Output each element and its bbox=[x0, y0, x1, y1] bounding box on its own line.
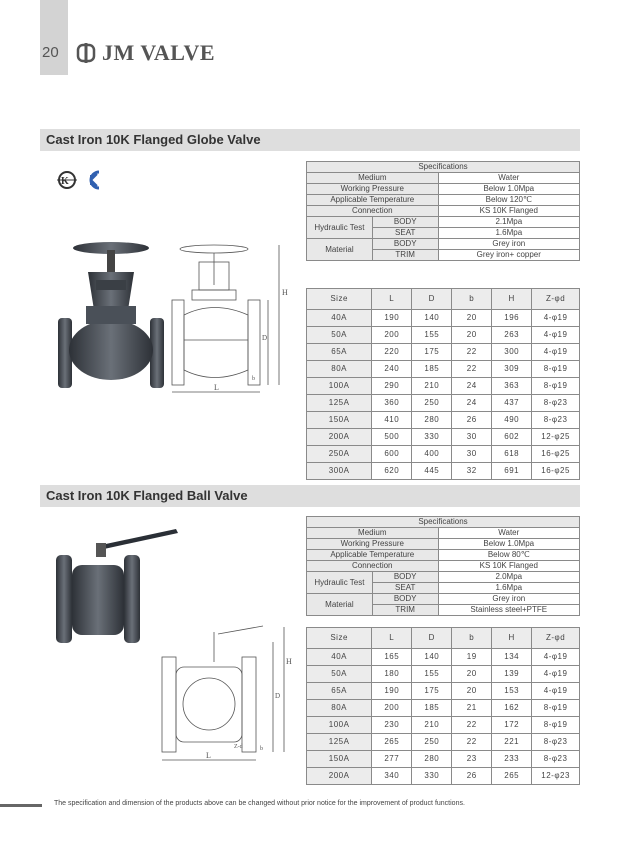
table-cell: 185 bbox=[412, 700, 452, 717]
size-cell: 40A bbox=[307, 310, 372, 327]
table-row bbox=[307, 429, 580, 446]
size-cell: 125A bbox=[307, 395, 372, 412]
table-cell: 490 bbox=[492, 412, 532, 429]
size-cell: 125A bbox=[307, 734, 372, 751]
table-cell: 265 bbox=[372, 734, 412, 751]
table-cell: 280 bbox=[412, 412, 452, 429]
table-cell: 20 bbox=[452, 683, 492, 700]
table-cell: 139 bbox=[492, 666, 532, 683]
spec-label: Connection bbox=[307, 561, 439, 572]
table-cell: 445 bbox=[412, 463, 452, 480]
table-cell: 134 bbox=[492, 649, 532, 666]
spec-value: Stainless steel+PTFE bbox=[438, 605, 579, 616]
valve-logo-icon bbox=[76, 43, 96, 63]
table-row bbox=[307, 700, 580, 717]
ball-section-header bbox=[40, 485, 580, 507]
table-cell: 8-φ19 bbox=[532, 361, 580, 378]
kc-certification-icon bbox=[86, 170, 102, 195]
table-row bbox=[307, 463, 580, 480]
size-cell: 65A bbox=[307, 683, 372, 700]
globe-dimension-table bbox=[306, 288, 580, 480]
globe-drawing-label-D: D bbox=[262, 334, 268, 342]
table-cell: 165 bbox=[372, 649, 412, 666]
table-cell: 340 bbox=[372, 768, 412, 785]
spec-label: Applicable Temperature bbox=[307, 550, 439, 561]
column-header: Size bbox=[307, 289, 372, 310]
table-cell: 155 bbox=[412, 327, 452, 344]
spec-value: 1.6Mpa bbox=[438, 228, 579, 239]
page-number: 20 bbox=[42, 44, 59, 61]
table-cell: 162 bbox=[492, 700, 532, 717]
spec-label: Applicable Temperature bbox=[307, 195, 439, 206]
table-cell: 233 bbox=[492, 751, 532, 768]
spec-label: Material bbox=[307, 239, 373, 261]
spec-value: Water bbox=[438, 528, 579, 539]
size-cell: 50A bbox=[307, 666, 372, 683]
size-cell: 250A bbox=[307, 446, 372, 463]
globe-section-header bbox=[40, 129, 580, 151]
spec-sublabel: BODY bbox=[372, 239, 438, 250]
size-cell: 50A bbox=[307, 327, 372, 344]
spec-value: KS 10K Flanged bbox=[438, 561, 579, 572]
table-cell: 210 bbox=[412, 378, 452, 395]
spec-sublabel: TRIM bbox=[372, 250, 438, 261]
table-cell: 22 bbox=[452, 361, 492, 378]
table-cell: 20 bbox=[452, 666, 492, 683]
ks-certification-icon bbox=[57, 170, 77, 195]
table-row bbox=[307, 734, 580, 751]
table-cell: 4-φ19 bbox=[532, 666, 580, 683]
table-cell: 4-φ19 bbox=[532, 683, 580, 700]
column-header: Z-φd bbox=[532, 289, 580, 310]
table-cell: 22 bbox=[452, 717, 492, 734]
table-row bbox=[307, 683, 580, 700]
table-cell: 22 bbox=[452, 344, 492, 361]
column-header: D bbox=[412, 628, 452, 649]
table-cell: 265 bbox=[492, 768, 532, 785]
table-row bbox=[307, 717, 580, 734]
table-row bbox=[307, 412, 580, 429]
table-cell: 185 bbox=[412, 361, 452, 378]
spec-value: Below 1.0Mpa bbox=[438, 539, 579, 550]
spec-sublabel: BODY bbox=[372, 217, 438, 228]
spec-label: Connection bbox=[307, 206, 439, 217]
column-header: Z-φd bbox=[532, 628, 580, 649]
spec-value: Grey iron bbox=[438, 594, 579, 605]
size-cell: 100A bbox=[307, 378, 372, 395]
brand-name: JM VALVE bbox=[102, 40, 216, 65]
spec-label: Medium bbox=[307, 528, 439, 539]
table-cell: 8-φ23 bbox=[532, 751, 580, 768]
table-row bbox=[307, 395, 580, 412]
table-cell: 12-φ23 bbox=[532, 768, 580, 785]
table-cell: 175 bbox=[412, 344, 452, 361]
table-cell: 280 bbox=[412, 751, 452, 768]
column-header: b bbox=[452, 289, 492, 310]
table-cell: 277 bbox=[372, 751, 412, 768]
table-cell: 263 bbox=[492, 327, 532, 344]
table-cell: 30 bbox=[452, 429, 492, 446]
table-cell: 8-φ23 bbox=[532, 412, 580, 429]
table-row bbox=[307, 666, 580, 683]
table-cell: 190 bbox=[372, 683, 412, 700]
table-cell: 221 bbox=[492, 734, 532, 751]
spec-sublabel: TRIM bbox=[372, 605, 438, 616]
table-cell: 4-φ19 bbox=[532, 310, 580, 327]
table-cell: 26 bbox=[452, 412, 492, 429]
size-cell: 40A bbox=[307, 649, 372, 666]
globe-drawing-label-H: H bbox=[282, 288, 288, 297]
spec-label: Working Pressure bbox=[307, 184, 439, 195]
table-cell: 330 bbox=[412, 429, 452, 446]
size-cell: 65A bbox=[307, 344, 372, 361]
table-row bbox=[307, 361, 580, 378]
column-header: b bbox=[452, 628, 492, 649]
footer-note: The specification and dimension of the products above can be changed without prior notice for the improvement of product functions. bbox=[54, 800, 465, 807]
table-cell: 32 bbox=[452, 463, 492, 480]
table-cell: 175 bbox=[412, 683, 452, 700]
table-cell: 140 bbox=[412, 310, 452, 327]
spec-sublabel: BODY bbox=[372, 594, 438, 605]
ball-drawing-label-zd: Z-d bbox=[234, 744, 243, 750]
table-cell: 309 bbox=[492, 361, 532, 378]
table-cell: 500 bbox=[372, 429, 412, 446]
table-cell: 20 bbox=[452, 310, 492, 327]
table-row bbox=[307, 649, 580, 666]
globe-valve-drawing bbox=[164, 240, 296, 395]
table-cell: 8-φ19 bbox=[532, 378, 580, 395]
size-cell: 200A bbox=[307, 429, 372, 446]
column-header: Size bbox=[307, 628, 372, 649]
table-cell: 230 bbox=[372, 717, 412, 734]
table-cell: 8-φ19 bbox=[532, 700, 580, 717]
table-cell: 8-φ19 bbox=[532, 717, 580, 734]
globe-drawing-label-L: L bbox=[214, 383, 219, 392]
table-cell: 30 bbox=[452, 446, 492, 463]
spec-value: Below 120℃ bbox=[438, 195, 579, 206]
spec-value: Below 80℃ bbox=[438, 550, 579, 561]
table-cell: 19 bbox=[452, 649, 492, 666]
table-cell: 691 bbox=[492, 463, 532, 480]
table-cell: 200 bbox=[372, 700, 412, 717]
size-cell: 150A bbox=[307, 751, 372, 768]
table-cell: 400 bbox=[412, 446, 452, 463]
table-row bbox=[307, 751, 580, 768]
spec-heading: Specifications bbox=[307, 162, 580, 173]
table-cell: 4-φ19 bbox=[532, 344, 580, 361]
ball-drawing-label-H: H bbox=[286, 657, 292, 666]
ball-dimension-table bbox=[306, 627, 580, 785]
table-cell: 618 bbox=[492, 446, 532, 463]
table-cell: 24 bbox=[452, 378, 492, 395]
spec-label: Hydraulic Test bbox=[307, 572, 373, 594]
table-cell: 8-φ23 bbox=[532, 734, 580, 751]
table-cell: 24 bbox=[452, 395, 492, 412]
spec-label: Hydraulic Test bbox=[307, 217, 373, 239]
table-row bbox=[307, 768, 580, 785]
table-cell: 602 bbox=[492, 429, 532, 446]
table-cell: 220 bbox=[372, 344, 412, 361]
globe-valve-photo bbox=[58, 240, 164, 390]
spec-value: Below 1.0Mpa bbox=[438, 184, 579, 195]
table-cell: 200 bbox=[372, 327, 412, 344]
footer-rule bbox=[0, 804, 42, 807]
table-cell: 437 bbox=[492, 395, 532, 412]
table-cell: 196 bbox=[492, 310, 532, 327]
spec-label: Working Pressure bbox=[307, 539, 439, 550]
ball-section-title: Cast Iron 10K Flanged Ball Valve bbox=[46, 488, 248, 503]
table-cell: 16-φ25 bbox=[532, 463, 580, 480]
table-cell: 140 bbox=[412, 649, 452, 666]
table-cell: 330 bbox=[412, 768, 452, 785]
spec-sublabel: BODY bbox=[372, 572, 438, 583]
ball-spec-table bbox=[306, 516, 580, 616]
size-cell: 150A bbox=[307, 412, 372, 429]
table-cell: 12-φ25 bbox=[532, 429, 580, 446]
globe-rows bbox=[307, 310, 580, 480]
table-cell: 4-φ19 bbox=[532, 649, 580, 666]
table-row bbox=[307, 344, 580, 361]
table-row bbox=[307, 446, 580, 463]
column-header: H bbox=[492, 628, 532, 649]
table-cell: 21 bbox=[452, 700, 492, 717]
spec-value: 2.0Mpa bbox=[438, 572, 579, 583]
table-cell: 600 bbox=[372, 446, 412, 463]
brand-logo bbox=[76, 40, 215, 66]
table-cell: 250 bbox=[412, 395, 452, 412]
table-cell: 16-φ25 bbox=[532, 446, 580, 463]
size-cell: 80A bbox=[307, 700, 372, 717]
spec-value: Grey iron bbox=[438, 239, 579, 250]
spec-sublabel: SEAT bbox=[372, 228, 438, 239]
column-header: H bbox=[492, 289, 532, 310]
table-cell: 300 bbox=[492, 344, 532, 361]
table-cell: 290 bbox=[372, 378, 412, 395]
globe-section-title: Cast Iron 10K Flanged Globe Valve bbox=[46, 132, 261, 147]
size-cell: 300A bbox=[307, 463, 372, 480]
spec-label: Material bbox=[307, 594, 373, 616]
table-cell: 20 bbox=[452, 327, 492, 344]
table-row bbox=[307, 378, 580, 395]
ball-drawing-label-b: b bbox=[260, 746, 263, 752]
table-cell: 240 bbox=[372, 361, 412, 378]
table-cell: 410 bbox=[372, 412, 412, 429]
globe-drawing-label-b: b bbox=[252, 376, 255, 382]
table-row bbox=[307, 327, 580, 344]
table-cell: 250 bbox=[412, 734, 452, 751]
table-cell: 620 bbox=[372, 463, 412, 480]
table-cell: 8-φ23 bbox=[532, 395, 580, 412]
column-header: L bbox=[372, 289, 412, 310]
spec-sublabel: SEAT bbox=[372, 583, 438, 594]
spec-value: Water bbox=[438, 173, 579, 184]
globe-spec-table bbox=[306, 161, 580, 261]
spec-value: 1.6Mpa bbox=[438, 583, 579, 594]
ball-rows bbox=[307, 649, 580, 785]
ball-valve-drawing bbox=[158, 622, 298, 767]
table-cell: 26 bbox=[452, 768, 492, 785]
table-cell: 153 bbox=[492, 683, 532, 700]
size-cell: 200A bbox=[307, 768, 372, 785]
table-cell: 155 bbox=[412, 666, 452, 683]
spec-label: Medium bbox=[307, 173, 439, 184]
spec-heading: Specifications bbox=[307, 517, 580, 528]
column-header: L bbox=[372, 628, 412, 649]
ball-drawing-label-D: D bbox=[275, 692, 281, 700]
spec-value: Grey iron+ copper bbox=[438, 250, 579, 261]
table-cell: 180 bbox=[372, 666, 412, 683]
table-cell: 190 bbox=[372, 310, 412, 327]
table-cell: 360 bbox=[372, 395, 412, 412]
table-cell: 22 bbox=[452, 734, 492, 751]
table-cell: 172 bbox=[492, 717, 532, 734]
table-cell: 363 bbox=[492, 378, 532, 395]
svg-text:K: K bbox=[61, 176, 69, 187]
size-cell: 100A bbox=[307, 717, 372, 734]
table-cell: 23 bbox=[452, 751, 492, 768]
table-row bbox=[307, 310, 580, 327]
spec-value: 2.1Mpa bbox=[438, 217, 579, 228]
header-gray-tab bbox=[40, 0, 68, 75]
spec-value: KS 10K Flanged bbox=[438, 206, 579, 217]
table-cell: 4-φ19 bbox=[532, 327, 580, 344]
column-header: D bbox=[412, 289, 452, 310]
ball-drawing-label-L: L bbox=[206, 751, 211, 760]
size-cell: 80A bbox=[307, 361, 372, 378]
table-cell: 210 bbox=[412, 717, 452, 734]
